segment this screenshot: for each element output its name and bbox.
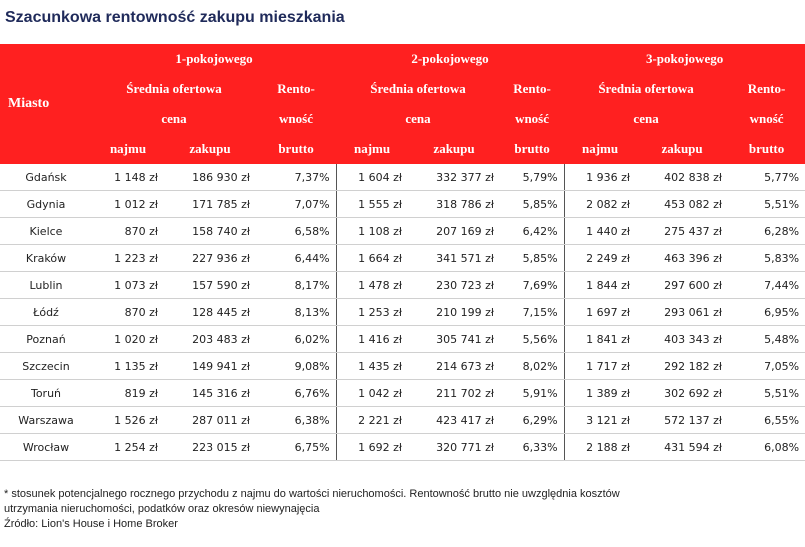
city-cell: Lublin: [0, 272, 92, 299]
purchase-1-cell: 186 930 zł: [164, 164, 256, 191]
rent-1-cell: 870 zł: [92, 218, 164, 245]
header-rent: najmu: [92, 134, 164, 164]
rent-1-cell: 1 020 zł: [92, 326, 164, 353]
header-avg-price: Średnia ofertowa: [564, 74, 728, 104]
rent-3-cell: 1 717 zł: [564, 353, 636, 380]
purchase-1-cell: 171 785 zł: [164, 191, 256, 218]
city-cell: Kielce: [0, 218, 92, 245]
city-cell: Poznań: [0, 326, 92, 353]
table-row: [0, 272, 805, 299]
rent-1-cell: 1 526 zł: [92, 407, 164, 434]
purchase-3-cell: 453 082 zł: [636, 191, 728, 218]
purchase-1-cell: 203 483 zł: [164, 326, 256, 353]
table-row: [0, 299, 805, 326]
purchase-1-cell: 128 445 zł: [164, 299, 256, 326]
yield-2-cell: 5,85%: [500, 191, 564, 218]
footnote-line: utrzymania nieruchomości, podatków oraz okresów niewynajęcia: [4, 503, 320, 515]
header-avg-price-cena: cena: [564, 104, 728, 134]
purchase-2-cell: 211 702 zł: [408, 380, 500, 407]
header-group-3: 3-pokojowego: [564, 44, 805, 74]
purchase-1-cell: 287 011 zł: [164, 407, 256, 434]
yield-3-cell: 5,83%: [728, 245, 805, 272]
yield-3-cell: 5,51%: [728, 191, 805, 218]
yield-3-cell: 7,05%: [728, 353, 805, 380]
table-row: [0, 164, 805, 191]
yield-2-cell: 5,85%: [500, 245, 564, 272]
purchase-3-cell: 297 600 zł: [636, 272, 728, 299]
header-avg-price: Średnia ofertowa: [336, 74, 500, 104]
yield-1-cell: 6,58%: [256, 218, 336, 245]
table-row: [0, 407, 805, 434]
yield-3-cell: 6,95%: [728, 299, 805, 326]
rent-1-cell: 870 zł: [92, 299, 164, 326]
header-city: Miasto: [0, 44, 92, 164]
rent-2-cell: 1 478 zł: [336, 272, 408, 299]
yield-2-cell: 8,02%: [500, 353, 564, 380]
rent-2-cell: 1 555 zł: [336, 191, 408, 218]
header-rent: najmu: [564, 134, 636, 164]
rent-2-cell: 1 692 zł: [336, 434, 408, 461]
rent-1-cell: 1 073 zł: [92, 272, 164, 299]
header-yield: brutto: [728, 134, 805, 164]
rent-3-cell: 2 249 zł: [564, 245, 636, 272]
rent-2-cell: 1 664 zł: [336, 245, 408, 272]
header-avg-price: Średnia ofertowa: [92, 74, 256, 104]
page-title: Szacunkowa rentowność zakupu mieszkania: [5, 9, 345, 26]
purchase-2-cell: 214 673 zł: [408, 353, 500, 380]
header-rent: najmu: [336, 134, 408, 164]
header-yield: brutto: [256, 134, 336, 164]
header-yield: Rento-: [500, 74, 564, 104]
header-yield: wność: [500, 104, 564, 134]
purchase-2-cell: 423 417 zł: [408, 407, 500, 434]
purchase-3-cell: 403 343 zł: [636, 326, 728, 353]
header-purchase: zakupu: [164, 134, 256, 164]
purchase-3-cell: 572 137 zł: [636, 407, 728, 434]
purchase-1-cell: 227 936 zł: [164, 245, 256, 272]
rent-3-cell: 2 188 zł: [564, 434, 636, 461]
yield-2-cell: 5,91%: [500, 380, 564, 407]
header-yield: wność: [728, 104, 805, 134]
table-row: [0, 380, 805, 407]
city-cell: Gdynia: [0, 191, 92, 218]
yield-1-cell: 9,08%: [256, 353, 336, 380]
city-cell: Kraków: [0, 245, 92, 272]
purchase-2-cell: 305 741 zł: [408, 326, 500, 353]
rent-3-cell: 3 121 zł: [564, 407, 636, 434]
table-row: [0, 218, 805, 245]
purchase-2-cell: 318 786 zł: [408, 191, 500, 218]
purchase-1-cell: 145 316 zł: [164, 380, 256, 407]
purchase-3-cell: 463 396 zł: [636, 245, 728, 272]
header-yield: Rento-: [256, 74, 336, 104]
yield-1-cell: 6,38%: [256, 407, 336, 434]
purchase-2-cell: 207 169 zł: [408, 218, 500, 245]
purchase-3-cell: 275 437 zł: [636, 218, 728, 245]
yield-3-cell: 5,77%: [728, 164, 805, 191]
purchase-3-cell: 302 692 zł: [636, 380, 728, 407]
purchase-2-cell: 230 723 zł: [408, 272, 500, 299]
yield-1-cell: 6,76%: [256, 380, 336, 407]
rent-1-cell: 1 012 zł: [92, 191, 164, 218]
yield-1-cell: 6,75%: [256, 434, 336, 461]
city-cell: Warszawa: [0, 407, 92, 434]
rent-2-cell: 1 416 zł: [336, 326, 408, 353]
city-cell: Łódź: [0, 299, 92, 326]
header-avg-price-cena: cena: [336, 104, 500, 134]
rent-2-cell: 1 042 zł: [336, 380, 408, 407]
header-purchase: zakupu: [408, 134, 500, 164]
yield-3-cell: 6,28%: [728, 218, 805, 245]
rent-2-cell: 2 221 zł: [336, 407, 408, 434]
yield-2-cell: 6,33%: [500, 434, 564, 461]
yield-2-cell: 7,15%: [500, 299, 564, 326]
yield-2-cell: 5,79%: [500, 164, 564, 191]
yield-3-cell: 7,44%: [728, 272, 805, 299]
purchase-3-cell: 431 594 zł: [636, 434, 728, 461]
rent-3-cell: 1 841 zł: [564, 326, 636, 353]
rent-2-cell: 1 253 zł: [336, 299, 408, 326]
source-note: Źródło: Lion's House i Home Broker: [4, 518, 178, 530]
yield-3-cell: 5,51%: [728, 380, 805, 407]
yield-1-cell: 8,13%: [256, 299, 336, 326]
yield-3-cell: 6,08%: [728, 434, 805, 461]
yield-3-cell: 6,55%: [728, 407, 805, 434]
rent-1-cell: 1 254 zł: [92, 434, 164, 461]
table-row: [0, 353, 805, 380]
header-yield: Rento-: [728, 74, 805, 104]
purchase-3-cell: 293 061 zł: [636, 299, 728, 326]
footnote-line: * stosunek potencjalnego rocznego przychodu z najmu do wartości nieruchomości. Rentowność brutto nie uwzględnia kosztów: [4, 488, 620, 500]
yield-1-cell: 7,07%: [256, 191, 336, 218]
rent-2-cell: 1 108 zł: [336, 218, 408, 245]
rent-3-cell: 1 697 zł: [564, 299, 636, 326]
purchase-2-cell: 332 377 zł: [408, 164, 500, 191]
city-cell: Wrocław: [0, 434, 92, 461]
purchase-1-cell: 149 941 zł: [164, 353, 256, 380]
yield-3-cell: 5,48%: [728, 326, 805, 353]
rent-1-cell: 1 148 zł: [92, 164, 164, 191]
yield-1-cell: 6,44%: [256, 245, 336, 272]
table-row: [0, 434, 805, 461]
yield-2-cell: 6,42%: [500, 218, 564, 245]
purchase-2-cell: 320 771 zł: [408, 434, 500, 461]
table-row: [0, 245, 805, 272]
header-group-2: 2-pokojowego: [336, 44, 564, 74]
rent-1-cell: 1 223 zł: [92, 245, 164, 272]
rentability-table: [0, 44, 805, 461]
rent-1-cell: 1 135 zł: [92, 353, 164, 380]
rent-3-cell: 1 844 zł: [564, 272, 636, 299]
city-cell: Szczecin: [0, 353, 92, 380]
rent-3-cell: 2 082 zł: [564, 191, 636, 218]
footnote: [4, 487, 802, 532]
header-yield: wność: [256, 104, 336, 134]
yield-2-cell: 6,29%: [500, 407, 564, 434]
city-cell: Toruń: [0, 380, 92, 407]
rent-2-cell: 1 604 zł: [336, 164, 408, 191]
header-group-1: 1-pokojowego: [92, 44, 336, 74]
rent-2-cell: 1 435 zł: [336, 353, 408, 380]
yield-1-cell: 6,02%: [256, 326, 336, 353]
header-avg-price-cena: cena: [92, 104, 256, 134]
rent-3-cell: 1 936 zł: [564, 164, 636, 191]
yield-2-cell: 5,56%: [500, 326, 564, 353]
table-row: [0, 191, 805, 218]
purchase-1-cell: 157 590 zł: [164, 272, 256, 299]
header-purchase: zakupu: [636, 134, 728, 164]
purchase-1-cell: 158 740 zł: [164, 218, 256, 245]
purchase-3-cell: 292 182 zł: [636, 353, 728, 380]
yield-1-cell: 8,17%: [256, 272, 336, 299]
yield-2-cell: 7,69%: [500, 272, 564, 299]
rent-3-cell: 1 440 zł: [564, 218, 636, 245]
rent-3-cell: 1 389 zł: [564, 380, 636, 407]
purchase-2-cell: 210 199 zł: [408, 299, 500, 326]
rent-1-cell: 819 zł: [92, 380, 164, 407]
purchase-2-cell: 341 571 zł: [408, 245, 500, 272]
purchase-3-cell: 402 838 zł: [636, 164, 728, 191]
yield-1-cell: 7,37%: [256, 164, 336, 191]
purchase-1-cell: 223 015 zł: [164, 434, 256, 461]
city-cell: Gdańsk: [0, 164, 92, 191]
table-row: [0, 326, 805, 353]
header-yield: brutto: [500, 134, 564, 164]
